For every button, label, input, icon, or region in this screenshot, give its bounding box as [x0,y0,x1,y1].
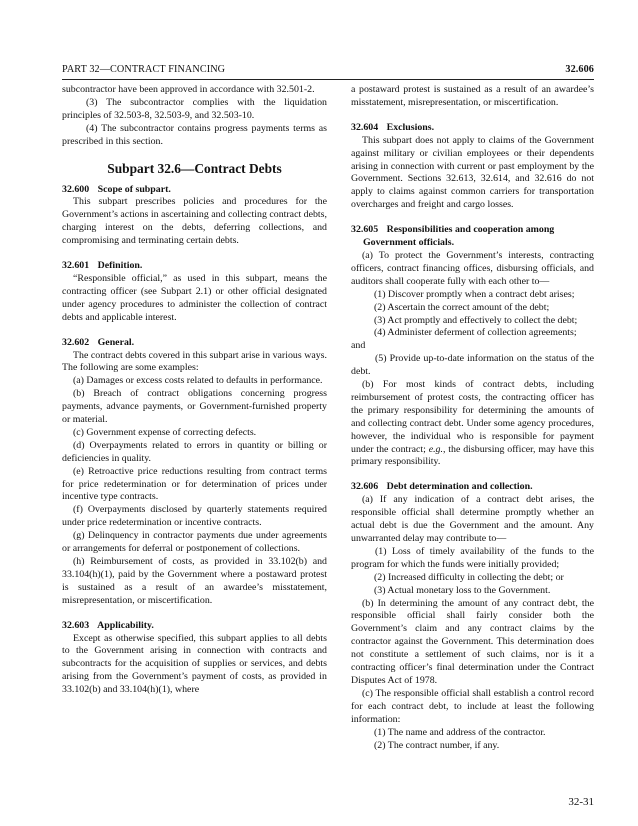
section-heading-32-605 [351,224,594,250]
header-part-title: PART 32—CONTRACT FINANCING [62,64,226,75]
section-number: 32.603 [62,619,90,631]
section-number: 32.602 [62,336,90,348]
paragraph: a postaward protest is sustained as a result of an awardee’s misstatement, misrepresentation, or miscertification. [351,84,594,108]
section-number: 32.606 [351,481,379,493]
section-body: Except as otherwise specified, this subpart applies to all debts to the Government arising in connection with contracts and subcontracts for the acquisition of supplies or services, and debts arising from the Government’s payment of costs, as provided in 33.102(b) and 33.104(h)(1), where [62,632,327,696]
section-number: 32.600 [62,183,90,195]
list-item: (3) Act promptly and effectively to collect the debt; [374,314,578,326]
list-item: (5) Provide up-to-date information on the status of the debt. [351,353,594,378]
list-item: (3) Actual monetary loss to the Government. [374,584,551,596]
header-rule [62,79,594,80]
paragraph: (4) The subcontractor contains progress payments terms as prescribed in this section. [62,122,327,147]
section-title: Responsibilities and cooperation among Government officials. [363,224,555,249]
section-body [351,379,594,469]
section-body: (a) To protect the Government’s interests, contracting officers, contract financing offices, disbursing officials, and auditors shall cooperate fully with each other to— [351,249,594,287]
list-item: (b) Breach of contract obligations concerning progress payments, advance payments, or Government-furnished property or material. [62,388,327,426]
conjunction: and [351,340,366,352]
section-heading-32-604 [351,122,594,135]
section-body: This subpart prescribes policies and procedures for the Government’s actions in ascertaining and collecting contract debts, charging interest on the debts, deferring collections, and compromising and terminating certain debts. [62,196,327,247]
list-item: (2) The contract number, if any. [374,739,500,751]
section-title: Exclusions. [386,121,435,133]
list-item: (1) Discover promptly when a contract debt arises; [374,288,575,300]
header-section-number: 32.606 [565,64,594,75]
section-body: (a) If any indication of a contract debt arises, the responsible official shall determine promptly whether an actual debt is due the Government and the amount. Any unwarranted delay may contribute to— [351,494,594,544]
eg-abbrev: e.g. [428,443,443,455]
section-heading-32-601 [62,260,327,273]
section-title: Applicability. [97,619,154,631]
list-item: (f) Overpayments disclosed by quarterly statements required under price redetermination or incentive contracts. [62,504,327,529]
list-item: (h) Reimbursement of costs, as provided in 33.102(b) and 33.104(h)(1), paid by the Government where a postaward protest is sustained as a result of an awardee’s misstatement, misrepresentation, or miscertification. [62,556,327,606]
text-run: , the disbursing officer, may have this primary responsibility. [351,443,594,468]
section-body: The contract debts covered in this subpart arise in various ways. The following are some examples: [62,349,327,374]
list-item: (d) Overpayments related to errors in quantity or billing or deficiencies in quality. [62,439,327,464]
section-title: Debt determination and collection. [386,481,533,493]
section-number: 32.605 [351,224,379,236]
section-number: 32.604 [351,121,379,133]
list-item: (4) Administer deferment of collection agreements; [374,327,577,339]
text-run: (b) For most kinds of contract debts, including reimbursement of protest costs, the contracting officer has the primary responsibility for determining the amounts of and collecting contract debt. Under some agency procedures, however, the individual who is responsible for payment under the contract; [351,379,594,455]
right-column [351,84,594,752]
section-number: 32.601 [62,260,90,272]
section-body: This subpart does not apply to claims of the Government against military or civilian employees or their dependents arising in connection with current or past employment by the Government. Sections 32.613, 32.614, and 32.616 do not apply to claims against common carriers for transportation overcharges and freight and cargo losses. [351,134,594,211]
left-column [62,84,327,697]
section-body: “Responsible official,” as used in this subpart, means the contracting officer (see Subpart 2.1) or other official designated under agency procedures to administer the collection of contract debts and applicable interest. [62,272,327,323]
section-heading-32-603 [62,620,327,633]
list-item: (2) Ascertain the correct amount of the debt; [374,301,550,313]
section-heading-32-600 [62,184,327,197]
list-item: (c) Government expense of correcting defects. [73,426,257,438]
page-number: 32-31 [568,796,594,808]
section-body: (b) In determining the amount of any contract debt, the responsible official shall fairly consider both the Government’s claim and any contract claims by the contractor against the Government. This determination does not constitute a settlement of such claims, nor is it a contracting officer’s final determination under the Contract Disputes Act of 1978. [351,597,594,686]
list-item: (1) Loss of timely availability of the funds to the program for which the funds were initially provided; [351,545,594,570]
list-item: (2) Increased difficulty in collecting the debt; or [374,571,564,583]
section-title: Scope of subpart. [97,183,171,195]
list-item: (a) Damages or excess costs related to defaults in performance. [73,375,323,387]
section-heading-32-606 [351,481,594,494]
paragraph: subcontractor have been approved in accordance with 32.501-2. [62,84,315,95]
list-item: (e) Retroactive price reductions resulting from contract terms for price redetermination or for determination of prices under incentive type contracts. [62,465,327,503]
section-heading-32-602 [62,337,327,350]
section-title: General. [97,336,135,348]
section-body: (c) The responsible official shall establish a control record for each contract debt, to include at least the following information: [351,687,594,725]
list-item: (1) The name and address of the contractor. [374,726,546,738]
section-title: Definition. [97,260,143,272]
subpart-title: Subpart 32.6—Contract Debts [107,160,282,176]
paragraph: (3) The subcontractor complies with the liquidation principles of 32.503-8, 32.503-9, and 32.503-10. [62,96,327,121]
list-item: (g) Delinquency in contractor payments due under agreements or arrangements for deferral or postponement of collections. [62,530,327,555]
running-header [62,64,594,80]
